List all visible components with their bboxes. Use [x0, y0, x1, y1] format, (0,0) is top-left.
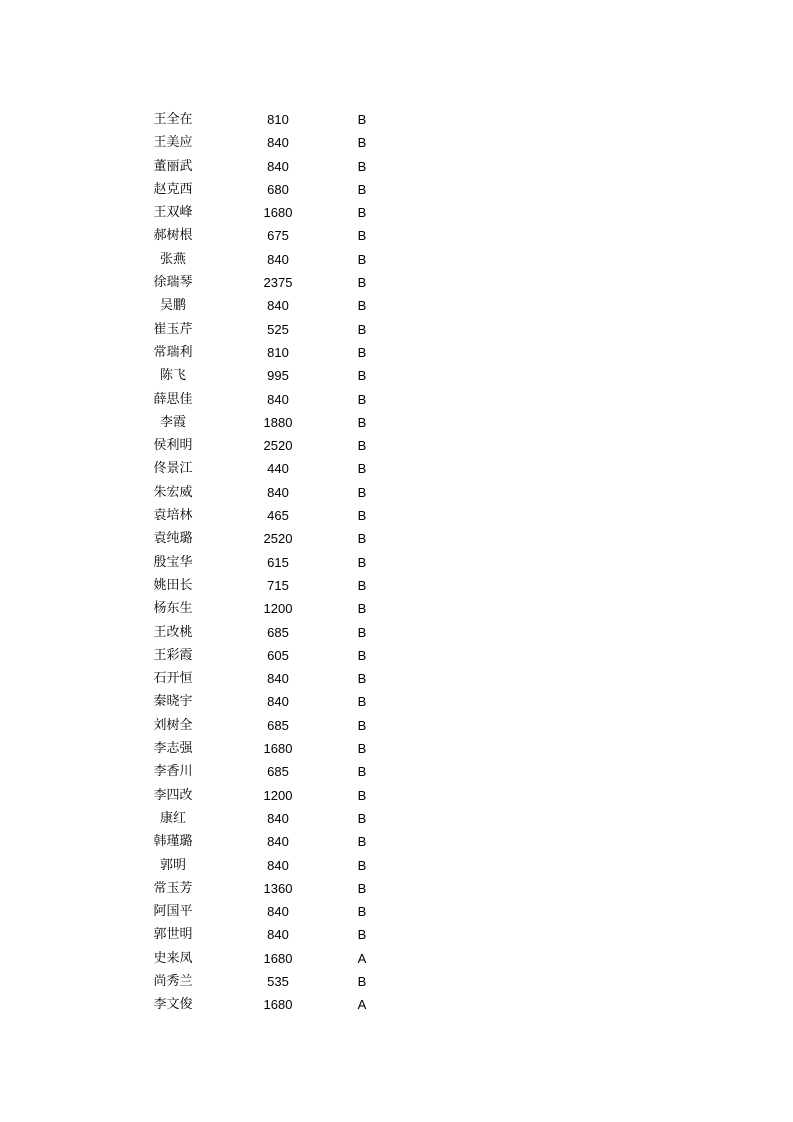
name-cell: 董丽武	[153, 158, 193, 174]
amount-cell: 1680	[263, 997, 293, 1013]
table-row	[0, 131, 793, 154]
table-row	[0, 411, 793, 434]
table-row	[0, 877, 793, 900]
table-row	[0, 690, 793, 713]
name-cell: 王全在	[153, 112, 193, 127]
amount-cell: 715	[267, 577, 289, 593]
grade-cell: B	[357, 647, 367, 663]
table-row	[0, 760, 793, 783]
table-row	[0, 271, 793, 294]
amount-cell: 440	[267, 461, 289, 477]
amount-cell: 840	[267, 298, 289, 314]
amount-cell: 685	[267, 717, 289, 733]
name-cell: 姚田长	[153, 577, 193, 593]
table-row	[0, 364, 793, 387]
amount-cell: 995	[267, 368, 289, 384]
amount-cell: 465	[267, 508, 289, 524]
name-cell: 王双峰	[153, 205, 193, 221]
grade-cell: B	[357, 694, 367, 710]
grade-cell: B	[357, 810, 367, 826]
amount-cell: 605	[267, 647, 289, 663]
grade-cell: B	[357, 834, 367, 850]
grade-cell: B	[357, 368, 367, 384]
name-cell: 张燕	[159, 251, 186, 267]
table-row	[0, 341, 793, 364]
name-cell: 李四改	[153, 787, 193, 803]
name-cell: 陈飞	[159, 368, 186, 384]
grade-cell: B	[357, 601, 367, 617]
name-cell: 郝树根	[153, 228, 193, 244]
name-cell: 徐瑞琴	[153, 275, 193, 291]
amount-cell: 840	[267, 671, 289, 687]
grade-cell: B	[357, 205, 367, 221]
name-cell: 尚秀兰	[153, 973, 193, 989]
amount-cell: 2375	[263, 275, 293, 291]
grade-cell: B	[357, 414, 367, 430]
table-row	[0, 318, 793, 341]
name-cell: 李志强	[153, 741, 193, 757]
table-row	[0, 248, 793, 271]
grade-cell: B	[357, 904, 367, 920]
amount-cell: 680	[267, 181, 289, 197]
grade-cell: B	[357, 624, 367, 640]
amount-cell: 2520	[263, 531, 293, 547]
table-row	[0, 900, 793, 923]
name-cell: 王改桃	[153, 624, 193, 640]
table-row	[0, 178, 793, 201]
name-cell: 朱宏威	[153, 484, 193, 500]
name-cell: 石开恒	[153, 671, 193, 687]
name-cell: 刘树全	[153, 717, 193, 733]
grade-cell: B	[357, 857, 367, 873]
name-cell: 王美应	[153, 135, 193, 151]
name-cell: 史来凤	[153, 950, 193, 966]
table-row	[0, 434, 793, 457]
table-row	[0, 807, 793, 830]
grade-cell: B	[357, 973, 367, 989]
amount-cell: 1880	[263, 414, 293, 430]
table-row	[0, 854, 793, 877]
amount-cell: 840	[267, 927, 289, 943]
amount-cell: 1680	[263, 205, 293, 221]
amount-cell: 685	[267, 764, 289, 780]
grade-cell: B	[357, 298, 367, 314]
table-row	[0, 201, 793, 224]
grade-cell: B	[357, 181, 367, 197]
grade-cell: B	[357, 158, 367, 174]
grade-cell: B	[357, 880, 367, 896]
table-row	[0, 294, 793, 317]
amount-cell: 810	[267, 344, 289, 360]
grade-cell: B	[357, 484, 367, 500]
amount-cell: 840	[267, 694, 289, 710]
amount-cell: 675	[267, 228, 289, 244]
name-cell: 李霞	[159, 414, 186, 430]
grade-cell: B	[357, 531, 367, 547]
table-row	[0, 947, 793, 970]
name-cell: 崔玉芹	[153, 321, 193, 337]
amount-cell: 810	[267, 112, 289, 127]
grade-cell: B	[357, 461, 367, 477]
amount-cell: 840	[267, 484, 289, 500]
table-row	[0, 737, 793, 760]
table-row	[0, 597, 793, 620]
grade-cell: B	[357, 577, 367, 593]
grade-cell: B	[357, 787, 367, 803]
amount-cell: 840	[267, 158, 289, 174]
name-cell: 袁纯璐	[153, 531, 193, 547]
grade-cell: B	[357, 321, 367, 337]
name-cell: 郭明	[159, 857, 186, 873]
amount-cell: 840	[267, 810, 289, 826]
name-cell: 袁培林	[153, 508, 193, 524]
amount-cell: 685	[267, 624, 289, 640]
amount-cell: 535	[267, 973, 289, 989]
name-cell: 常瑞利	[153, 344, 193, 360]
table-row	[0, 714, 793, 737]
amount-cell: 1200	[263, 601, 293, 617]
amount-cell: 840	[267, 834, 289, 850]
name-cell: 常玉芳	[153, 880, 193, 896]
amount-cell: 1200	[263, 787, 293, 803]
table-row	[0, 155, 793, 178]
table-row	[0, 108, 793, 131]
amount-cell: 1680	[263, 741, 293, 757]
amount-cell: 840	[267, 857, 289, 873]
grade-cell: B	[357, 438, 367, 454]
amount-cell: 840	[267, 251, 289, 267]
grade-cell: B	[357, 554, 367, 570]
table-row	[0, 457, 793, 480]
table-row	[0, 923, 793, 946]
name-cell: 吴鹏	[159, 298, 186, 314]
table-row	[0, 574, 793, 597]
name-cell: 康红	[159, 810, 186, 826]
amount-cell: 615	[267, 554, 289, 570]
name-cell: 赵克西	[153, 181, 193, 197]
table-row	[0, 504, 793, 527]
name-cell: 秦晓宇	[153, 694, 193, 710]
table-row	[0, 224, 793, 247]
grade-cell: B	[357, 251, 367, 267]
grade-cell: B	[357, 508, 367, 524]
name-cell: 韩瑾璐	[153, 834, 193, 850]
table-row	[0, 621, 793, 644]
table-row	[0, 993, 793, 1016]
grade-cell: B	[357, 671, 367, 687]
grade-cell: B	[357, 717, 367, 733]
grade-cell: B	[357, 344, 367, 360]
table-row	[0, 667, 793, 690]
name-cell: 殷宝华	[153, 554, 193, 570]
amount-cell: 525	[267, 321, 289, 337]
data-table	[0, 108, 793, 1017]
grade-cell: B	[357, 228, 367, 244]
grade-cell: A	[357, 950, 367, 966]
name-cell: 佟景江	[153, 461, 193, 477]
table-row	[0, 644, 793, 667]
grade-cell: B	[357, 112, 367, 127]
grade-cell: B	[357, 741, 367, 757]
name-cell: 郭世明	[153, 927, 193, 943]
grade-cell: B	[357, 927, 367, 943]
name-cell: 李香川	[153, 764, 193, 780]
grade-cell: B	[357, 391, 367, 407]
grade-cell: B	[357, 135, 367, 151]
amount-cell: 1680	[263, 950, 293, 966]
table-row	[0, 970, 793, 993]
table-row	[0, 388, 793, 411]
name-cell: 阿国平	[153, 904, 193, 920]
name-cell: 杨东生	[153, 601, 193, 617]
name-cell: 王彩霞	[153, 647, 193, 663]
table-row	[0, 527, 793, 550]
table-row	[0, 784, 793, 807]
amount-cell: 1360	[263, 880, 293, 896]
grade-cell: A	[357, 997, 367, 1013]
table-row	[0, 551, 793, 574]
amount-cell: 840	[267, 391, 289, 407]
amount-cell: 2520	[263, 438, 293, 454]
amount-cell: 840	[267, 135, 289, 151]
grade-cell: B	[357, 764, 367, 780]
name-cell: 薛思佳	[153, 391, 193, 407]
name-cell: 侯利明	[153, 438, 193, 454]
name-cell: 李文俊	[153, 997, 193, 1013]
table-row	[0, 481, 793, 504]
amount-cell: 840	[267, 904, 289, 920]
grade-cell: B	[357, 275, 367, 291]
table-row	[0, 830, 793, 853]
